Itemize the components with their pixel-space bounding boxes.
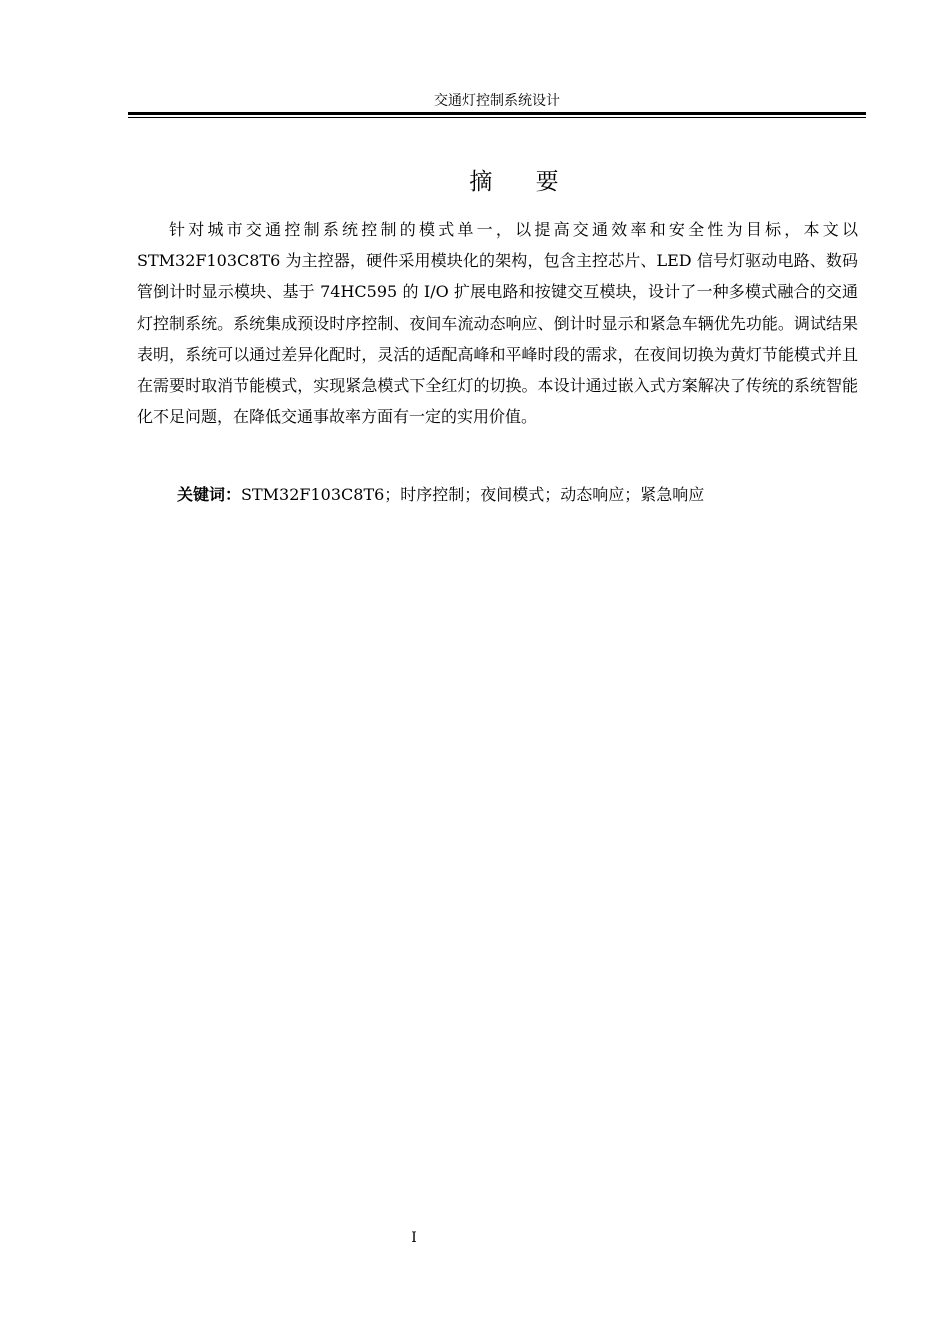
header-divider-thick: [128, 112, 866, 115]
keywords-line: [137, 479, 858, 510]
abstract-body: 针对城市交通控制系统控制的模式单一，以提高交通效率和安全性为目标，本文以 STM32F103C8T6 为主控器，硬件采用模块化的架构，包含主控芯片、LED 信号灯驱动电路、数码管倒计时显示模块、基于 74HC595 的 I/O 扩展电路和按键交互模块，设计了一种多模式融合的交通灯控制系统。系统集成预设时序控制、夜间车流动态响应、倒计时显示和紧急车辆优先功能。调试结果表明，系统可以通过差异化配时，灵活的适配高峰和平峰时段的需求，在夜间切换为黄灯节能模式并且在需要时取消节能模式，实现紧急模式下全红灯的切换。本设计通过嵌入式方案解决了传统的系统智能化不足问题，在降低交通事故率方面有一定的实用价值。: [137, 220, 858, 427]
abstract-heading: 摘 要: [469, 169, 577, 195]
page-number: I: [411, 1230, 417, 1246]
header-divider-thin: [128, 117, 866, 118]
keywords-text: STM32F103C8T6；时序控制；夜间模式；动态响应；紧急响应: [241, 485, 705, 504]
page-header-title: 交通灯控制系统设计: [434, 93, 560, 109]
keywords-label: 关键词：: [177, 485, 242, 504]
